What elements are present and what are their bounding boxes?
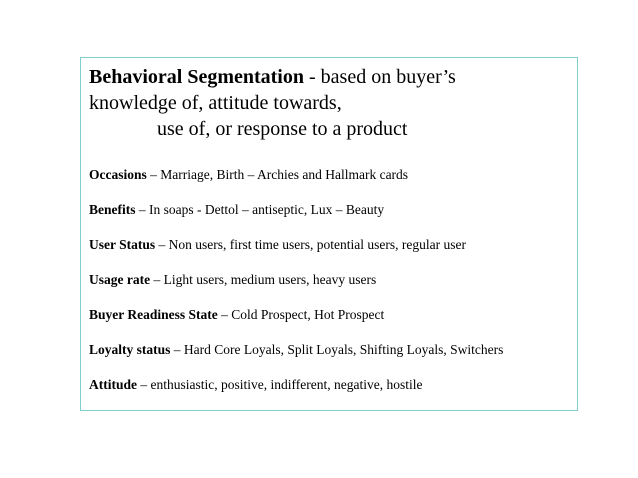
- list-item-buyer-readiness: [89, 306, 573, 324]
- list-item-user-status: [89, 236, 573, 254]
- list-item-attitude: [89, 376, 573, 394]
- item-term: Buyer Readiness State: [89, 307, 218, 322]
- item-description: – Cold Prospect, Hot Prospect: [217, 307, 385, 322]
- item-term: Occasions: [89, 167, 147, 182]
- list-item-loyalty-status: [89, 341, 573, 359]
- item-term: Attitude: [89, 377, 137, 392]
- item-description: – Non users, first time users, potential users, regular user: [155, 237, 466, 252]
- item-description: – In soaps - Dettol – antiseptic, Lux – Beauty: [135, 202, 385, 217]
- item-description: – enthusiastic, positive, indifferent, negative, hostile: [137, 377, 423, 392]
- slide-heading: [89, 64, 569, 142]
- heading-line-2: knowledge of, attitude towards,: [89, 92, 342, 114]
- heading-title-rest: - based on buyer’s: [304, 66, 456, 88]
- list-item-occasions: [89, 166, 573, 184]
- item-term: Benefits: [89, 202, 136, 217]
- item-term: Loyalty status: [89, 342, 171, 357]
- heading-line-3: use of, or response to a product: [157, 118, 408, 140]
- list-item-usage-rate: [89, 271, 573, 289]
- slide-content-box: [80, 57, 578, 411]
- segmentation-list: [89, 166, 573, 411]
- list-item-benefits: [89, 201, 573, 219]
- item-term: User Status: [89, 237, 156, 252]
- heading-title-bold: Behavioral Segmentation: [89, 66, 304, 88]
- item-description: – Light users, medium users, heavy users: [150, 272, 377, 287]
- item-term: Usage rate: [89, 272, 151, 287]
- item-description: – Hard Core Loyals, Split Loyals, Shifting Loyals, Switchers: [170, 342, 504, 357]
- heading-line-1: [89, 64, 569, 90]
- item-description: – Marriage, Birth – Archies and Hallmark cards: [146, 167, 409, 182]
